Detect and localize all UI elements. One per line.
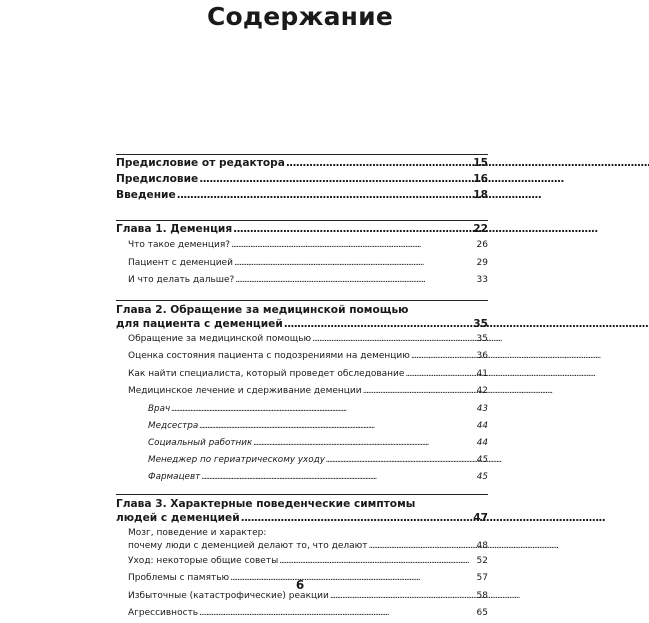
toc-entry-editor-preface[interactable] [116,155,488,171]
dot-leader [177,187,473,203]
toc-entry-page: 15 [473,157,488,169]
chapter-page: 22 [473,223,488,235]
toc-subentry-label: Социальный работник [148,437,253,448]
dot-leader [199,418,476,435]
toc-entry-label: Что такое деменция? [128,240,231,250]
toc-entry[interactable] [116,331,488,349]
toc-entry-introduction[interactable] [116,187,488,203]
dot-leader [241,511,473,525]
toc-subentry[interactable] [116,469,488,486]
toc-entry-page: 48 [476,540,488,551]
toc-entry-label: И что делать дальше? [128,275,235,285]
toc-subentry-page: 43 [476,403,488,414]
toc-entry-label: Уход: некоторые общие советы [128,555,279,566]
dot-leader [326,452,476,469]
chapter-page: 47 [473,511,488,524]
toc-subentry-page: 44 [476,437,488,448]
toc-entry-page: 36 [476,351,488,361]
toc-entry-preface[interactable] [116,171,488,187]
toc-subentry-label: Медсестра [148,420,199,431]
toc-entry-page: 41 [476,368,488,379]
dot-leader [279,553,475,571]
toc-entry[interactable] [116,383,488,401]
toc-chapter-2[interactable] [116,317,488,331]
toc-entry-label: Предисловие от редактора [116,157,285,169]
page-title: Содержание [206,2,394,31]
chapter-page: 35 [473,317,488,330]
toc-entry[interactable] [116,255,488,273]
toc-entry-page: 16 [473,173,488,185]
toc-entry[interactable] [116,237,488,255]
toc-entry-label: Введение [116,189,176,201]
toc-subentry-page: 45 [476,471,488,482]
toc-chapter-3[interactable] [116,511,488,525]
toc-subentry-label: Менеджер по гериатрическому уходу [148,454,325,465]
toc-entry[interactable] [116,553,488,571]
toc-entry-label-line2: почему люди с деменцией делают то, что делают [128,540,368,551]
toc-entry[interactable] [116,605,488,623]
toc-entry[interactable] [116,366,488,384]
dot-leader [411,348,476,366]
dot-leader [234,255,476,273]
toc-entry-page: 33 [476,275,488,285]
dot-leader [312,331,475,349]
toc-entry-page: 18 [473,189,488,201]
toc-subentry-label: Врач [148,403,171,414]
toc-entry-page: 42 [476,386,488,396]
toc-entry-page: 35 [476,333,488,344]
toc-entry-page: 65 [476,608,488,618]
toc-entry-label: Пациент с деменцией [128,257,233,268]
toc-entry-label: Как найти специалиста, который проведет обследование [128,368,405,379]
dot-leader [405,366,475,384]
dot-leader [171,401,476,418]
dot-leader [363,383,476,401]
toc-entry-label: Агрессивность [128,608,199,618]
dot-leader [233,221,472,237]
toc-entry-label: Медицинское лечение и сдерживание деменции [128,386,362,396]
toc-subentry[interactable] [116,435,488,452]
toc-entry-label: Предисловие [116,173,199,185]
page-number: 6 [295,578,305,592]
dot-leader [235,272,475,290]
dot-leader [286,155,472,171]
toc-entry-page: 57 [476,573,488,583]
toc-entry[interactable] [116,348,488,366]
toc-entry-label: Избыточные (катастрофические) реакции [128,590,329,601]
chapter-title-line1: Глава 2. Обращение за медицинской помощью [116,303,409,316]
toc-entry-page: 29 [476,257,488,268]
toc-subentry[interactable] [116,418,488,435]
toc-chapter-1[interactable] [116,221,488,237]
dot-leader [199,605,475,623]
dot-leader [284,317,472,331]
toc-entry-label: Проблемы с памятью [128,573,230,583]
dot-leader [201,469,476,486]
toc-entry-label: Обращение за медицинской помощью [128,333,312,344]
toc-subentry-page: 45 [476,454,488,465]
chapter-title-line2: для пациента с деменцией [116,317,283,330]
dot-leader [253,435,475,452]
toc-entry-label: Оценка состояния пациента с подозрениями на деменцию [128,351,410,361]
toc-subentry[interactable] [116,452,488,469]
toc-entry[interactable] [116,539,488,553]
chapter-title-line1: Глава 3. Характерные поведенческие симптомы [116,497,416,510]
toc-entry-page: 58 [476,590,488,601]
toc-entry-page: 52 [476,555,488,566]
chapter-title-line2: людей с деменцией [116,511,240,524]
toc-entry-page: 26 [476,240,488,250]
toc-subentry[interactable] [116,401,488,418]
dot-leader [231,237,476,255]
toc-subentry-label: Фармацевт [148,471,201,482]
chapter-title: Глава 1. Деменция [116,223,233,235]
dot-leader [368,539,475,553]
toc-subentry-page: 44 [476,420,488,431]
dot-leader [199,171,472,187]
toc-entry[interactable] [116,272,488,290]
table-of-contents [116,154,488,623]
toc-entry-label-line1: Мозг, поведение и характер: [128,527,267,538]
